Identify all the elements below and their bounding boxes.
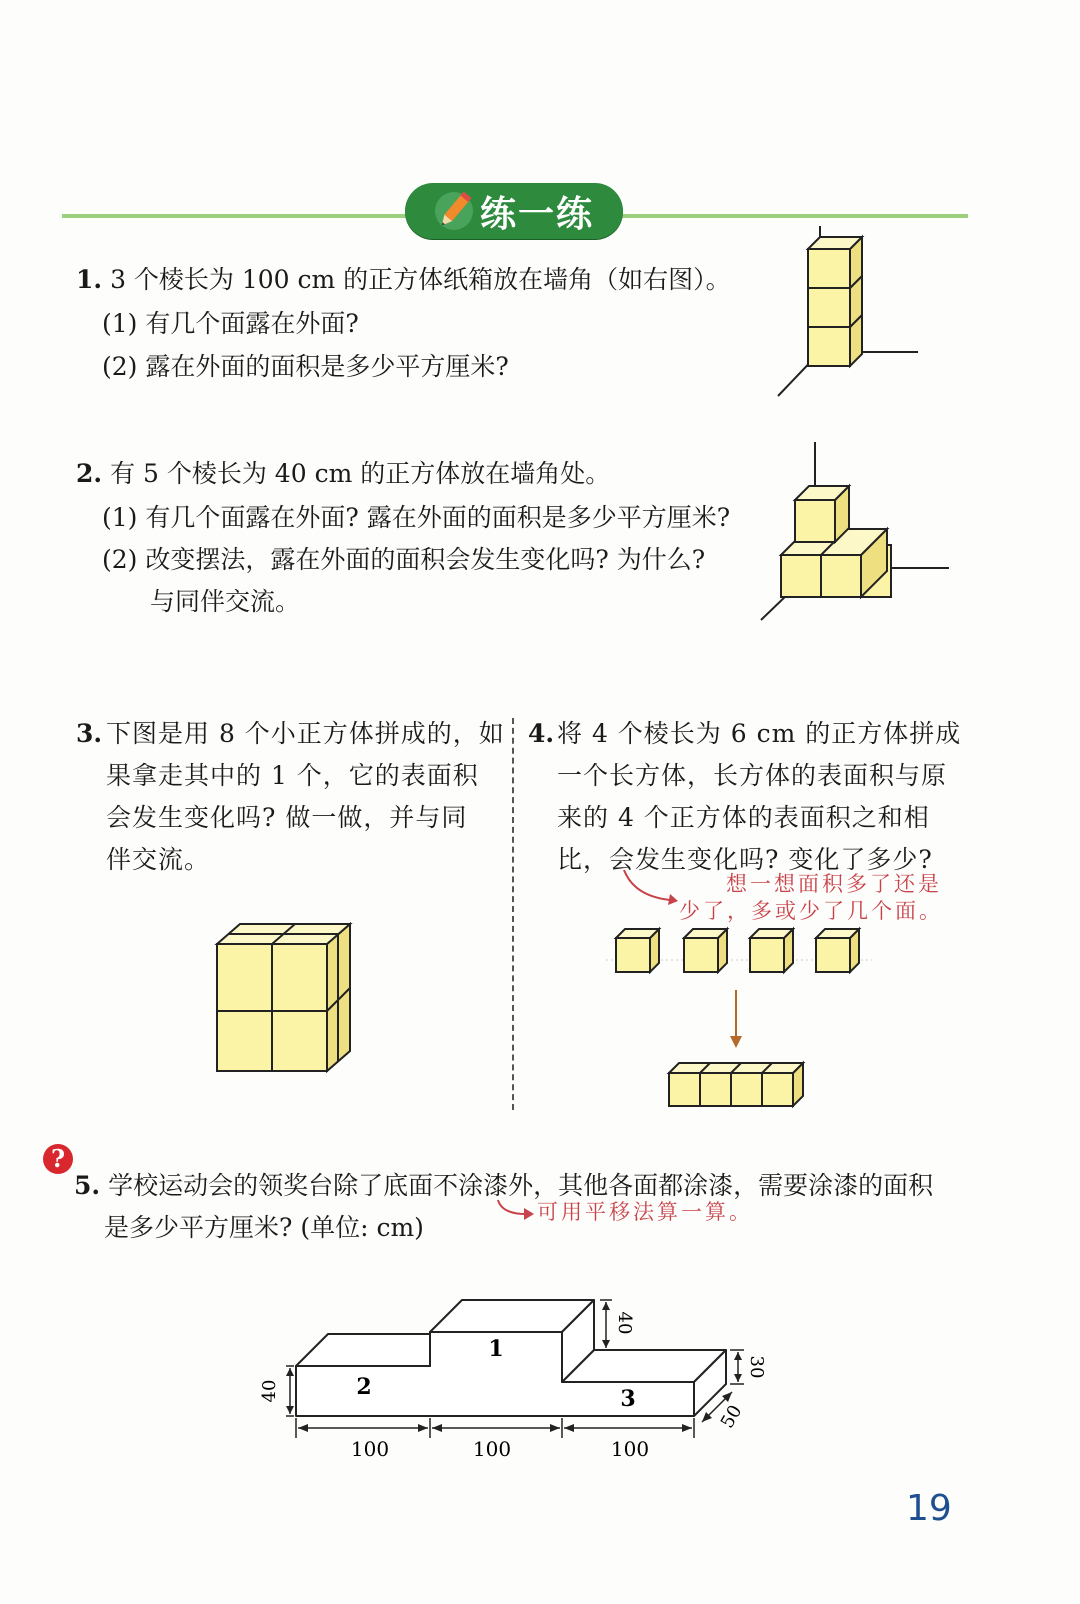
- q5-hint: 可用平移法算一算。: [537, 1200, 753, 1224]
- q2-text: 有 5 个棱长为 40 cm 的正方体放在墙角处。: [110, 459, 611, 488]
- pencil-icon: [434, 188, 474, 234]
- q1-text: 3 个棱长为 100 cm 的正方体纸箱放在墙角（如右图）。: [110, 265, 731, 294]
- q3-cube-figure: [212, 922, 362, 1077]
- podium-label-3: 3: [620, 1386, 636, 1412]
- q2-sub2-continued: 与同伴交流。: [150, 587, 301, 616]
- q1-number: 1.: [76, 265, 103, 294]
- question-mark-icon: [42, 1143, 74, 1175]
- q2-figure: [755, 440, 955, 625]
- section-title: 练一练: [479, 193, 594, 235]
- q4-line-3: 来的 4 个正方体的表面积之和相: [557, 803, 930, 832]
- dim-width-1: 100: [350, 1437, 390, 1461]
- q1-sub2: (2) 露在外面的面积是多少平方厘米?: [102, 352, 509, 381]
- podium-label-2: 2: [356, 1374, 372, 1400]
- q3-line-2: 果拿走其中的 1 个，它的表面积: [106, 761, 479, 790]
- dim-top-height: 40: [614, 1311, 635, 1335]
- dim-right-height: 30: [746, 1355, 767, 1379]
- q2-number: 2.: [76, 459, 103, 488]
- dim-depth: 50: [716, 1401, 747, 1432]
- dim-left-height: 40: [259, 1379, 280, 1403]
- podium-label-1: 1: [488, 1336, 504, 1362]
- q3-line-4: 伴交流。: [106, 845, 211, 874]
- q4-line-1: 将 4 个棱长为 6 cm 的正方体拼成: [557, 719, 962, 748]
- q1-sub1: (1) 有几个面露在外面?: [102, 309, 359, 338]
- q4-number: 4.: [528, 719, 555, 748]
- dim-width-3: 100: [610, 1437, 650, 1461]
- q3-line-1: 下图是用 8 个小正方体拼成的，如: [106, 719, 505, 748]
- q2-prompt: [76, 452, 610, 495]
- page-number: 19: [906, 1488, 952, 1529]
- q5-number: 5.: [74, 1171, 101, 1200]
- q1-figure: [770, 222, 930, 402]
- q4-hint-line-2: 少了，多或少了几个面。: [679, 899, 943, 923]
- section-title-badge: [405, 183, 623, 239]
- podium-figure: [250, 1282, 790, 1472]
- q2-sub2: (2) 改变摆法，露在外面的面积会发生变化吗? 为什么?: [102, 545, 706, 574]
- q4-line-4: 比，会发生变化吗? 变化了多少?: [557, 845, 933, 874]
- dim-width-2: 100: [472, 1437, 512, 1461]
- q4-line-2: 一个长方体，长方体的表面积与原: [557, 761, 948, 790]
- q1-prompt: [76, 258, 731, 301]
- q4-hint-line-1: 想一想面积多了还是: [726, 872, 942, 896]
- q3-number: 3.: [76, 719, 103, 748]
- q2-sub1: (1) 有几个面露在外面? 露在外面的面积是多少平方厘米?: [102, 503, 731, 532]
- q3-line-3: 会发生变化吗? 做一做，并与同: [106, 803, 468, 832]
- q5-hint-arrow: [494, 1198, 536, 1224]
- q4-cubes-figure: [604, 920, 874, 1120]
- q5-line-1: 学校运动会的领奖台除了底面不涂漆外，其他各面都涂漆，需要涂漆的面积: [108, 1171, 934, 1200]
- svg-text:?: ?: [50, 1144, 66, 1173]
- column-divider: [512, 718, 514, 1110]
- q5-line-2: 是多少平方厘米? (单位: cm): [104, 1213, 424, 1242]
- q4-hint-arrow: [620, 866, 680, 910]
